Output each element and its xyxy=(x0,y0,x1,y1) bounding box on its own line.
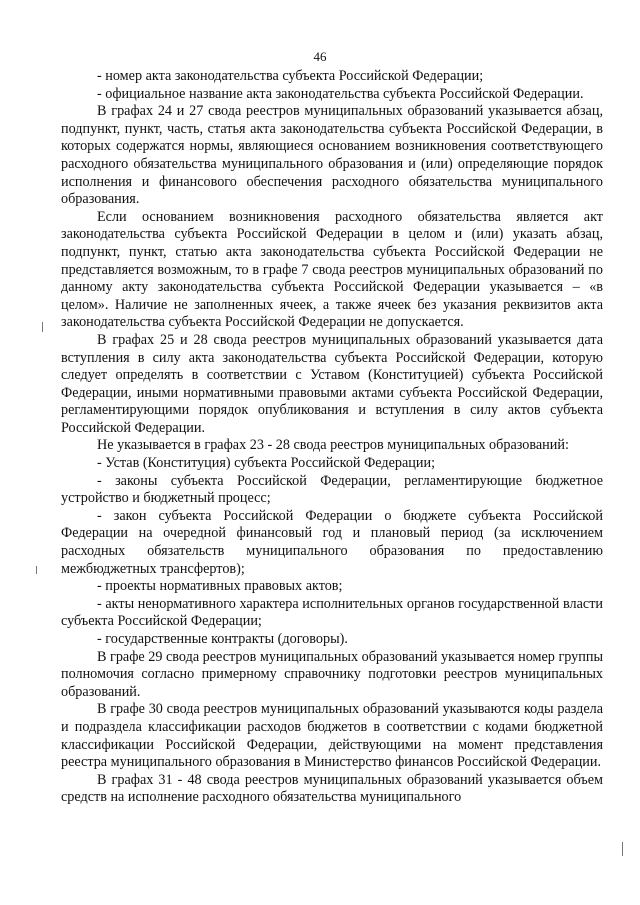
list-item: - проекты нормативных правовых актов; xyxy=(97,578,343,595)
paragraph: Если основанием возникновения расходного обязательства является акт законодательства субъекта Российской Федерации в целом и (или) указать абзац, подпункт, пункт, статью акта законодательства субъекта Российской Федерации не представляется возможным, то в графе 7 свода реестров муниципальных образований по данному акту законодательства субъекта Российской Федерации указывается – «в целом». Наличие не заполненных ячеек, а также ячеек без указания реквизитов акта законодательства субъекта Российской Федерации не допускается. xyxy=(61,208,603,331)
paragraph: В графах 24 и 27 свода реестров муниципальных образований указывается абзац, подпункт, пункт, часть, статья акта законодательства субъекта Российской Федерации, в которых содержатся нормы, являющиеся основанием возникновения соответствующего расходного обязательства муниципального образования и (или) определяющие порядок исполнения и финансового обеспечения расходного обязательства муниципального образования. xyxy=(61,103,603,208)
paragraph: В графе 30 свода реестров муниципальных образований указываются коды раздела и подраздела классификации расходов бюджетов в соответствии с кодами бюджетной классификации Российской Федерации, действующими на момент представления реестра муниципального образования в Министерство финансов Российской Федерации. xyxy=(61,701,603,771)
list-item: - государственные контракты (договоры). xyxy=(97,631,348,647)
paragraph: Не указывается в графах 23 - 28 свода реестров муниципальных образований: xyxy=(97,437,569,454)
paragraph: В графах 25 и 28 свода реестров муниципальных образований указывается дата вступления в силу акта законодательства субъекта Российской Федерации, которую следует определять в соответствии с Уставом (Конституцией) субъекта Российской Федерации, иными нормативными правовыми актами субъекта Российской Федерации, регламентирующими порядок опубликования и вступления в силу актов субъекта Российской Федерации. xyxy=(61,331,603,436)
scan-artifact-mark xyxy=(42,322,43,332)
scan-artifact-mark xyxy=(36,566,37,574)
paragraph: В графах 31 - 48 свода реестров муниципальных образований указывается объем средств на исполнение расходного обязательства муниципального xyxy=(61,771,603,806)
list-item: - Устав (Конституция) субъекта Российской Федерации; xyxy=(97,455,436,472)
list-item: - закон субъекта Российской Федерации о бюджете субъекта Российской Федерации на очередной финансовый год и плановый период (за исключением расходных обязательств муниципального образования по предоставлению межбюджетных трансфертов); xyxy=(61,507,603,577)
page-number: 46 xyxy=(313,49,327,64)
document-body xyxy=(61,68,603,807)
paragraph: - номер акта законодательства субъекта Российской Федерации; xyxy=(97,68,484,84)
scan-artifact-mark xyxy=(622,842,623,856)
paragraph: - официальное название акта законодательства субъекта Российской Федерации. xyxy=(97,85,584,102)
list-item: - акты ненормативного характера исполнительных органов государственной власти субъекта Российской Федерации; xyxy=(61,595,603,630)
paragraph: В графе 29 свода реестров муниципальных образований указывается номер группы полномочия согласно примерному справочнику подготовки реестров муниципальных образований. xyxy=(61,648,603,700)
list-item: - законы субъекта Российской Федерации, регламентирующие бюджетное устройство и бюджетный процесс; xyxy=(61,472,603,507)
